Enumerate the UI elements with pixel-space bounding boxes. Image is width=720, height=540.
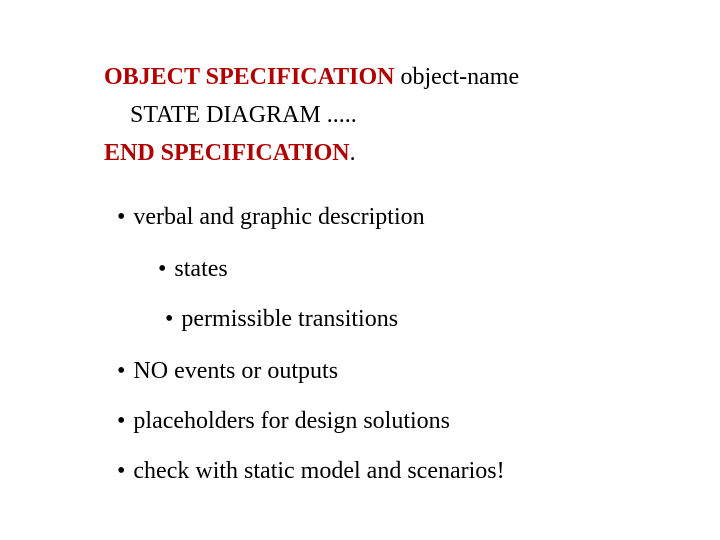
spec-end-line — [104, 134, 519, 172]
bullet-text: permissible transitions — [181, 306, 399, 332]
bullet-icon: • — [158, 256, 167, 282]
bullet-item — [117, 458, 505, 485]
bullet-text: verbal and graphic description — [133, 204, 425, 230]
state-diagram-line: STATE DIAGRAM ..... — [130, 102, 357, 128]
bullet-icon: • — [117, 408, 126, 434]
sub-bullet-item — [158, 256, 228, 283]
object-name-placeholder: object-name — [394, 64, 520, 90]
end-period: . — [349, 140, 356, 166]
spec-header-line — [104, 58, 519, 96]
bullet-item — [117, 204, 425, 231]
bullet-icon: • — [165, 306, 174, 332]
bullet-icon: • — [117, 204, 126, 230]
end-specification-keyword: END SPECIFICATION — [104, 140, 350, 166]
bullet-icon: • — [117, 458, 126, 484]
bullet-text: states — [174, 256, 228, 282]
sub-bullet-item — [165, 306, 398, 333]
object-specification-keyword: OBJECT SPECIFICATION — [104, 64, 395, 90]
bullet-icon: • — [117, 358, 126, 384]
bullet-text: check with static model and scenarios! — [133, 458, 505, 484]
bullet-item — [117, 408, 450, 435]
bullet-item — [117, 358, 338, 385]
specification-block — [104, 58, 519, 172]
bullet-text: placeholders for design solutions — [133, 408, 451, 434]
bullet-text: NO events or outputs — [133, 358, 339, 384]
